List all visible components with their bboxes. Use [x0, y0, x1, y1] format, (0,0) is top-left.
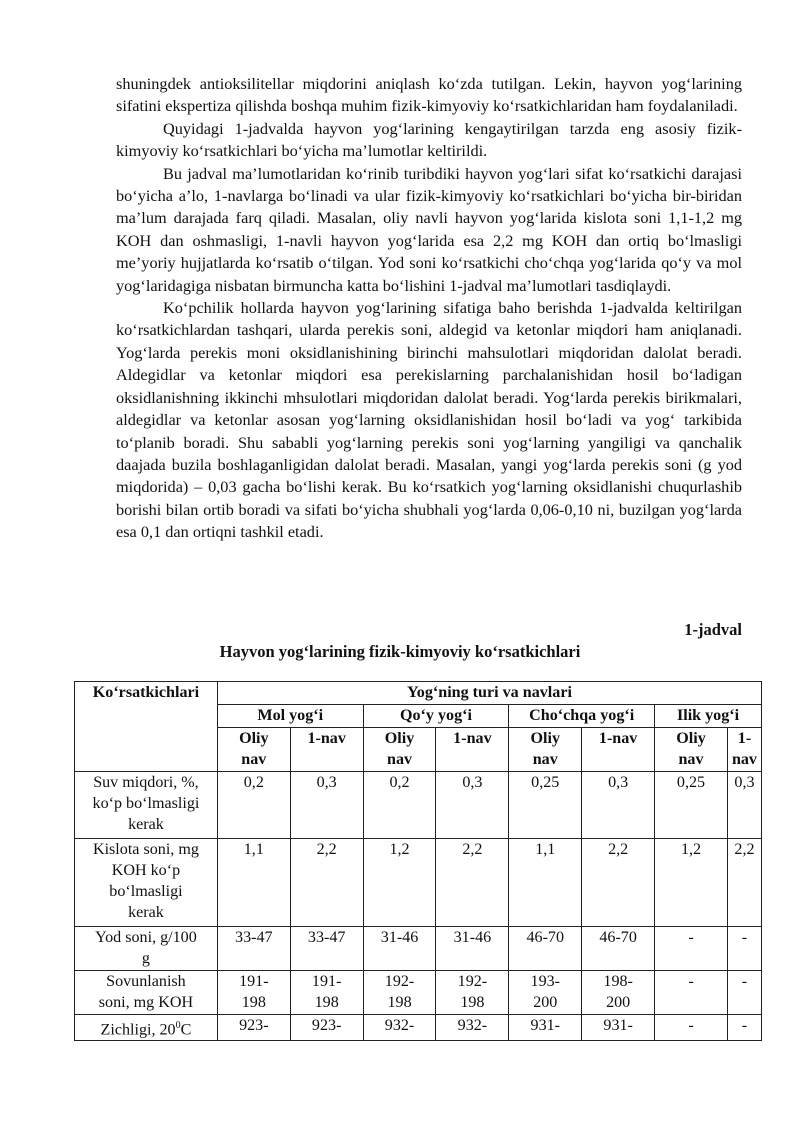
value-text: 191-: [239, 973, 269, 990]
value-text: 1,1: [535, 841, 556, 858]
value-cell: [290, 927, 363, 971]
value-text: 192-: [384, 973, 415, 990]
value-cell: [217, 772, 290, 839]
grade-header-top: [363, 728, 436, 772]
value-text: 198: [460, 994, 485, 1011]
value-text: 0,25: [531, 774, 560, 791]
label-line: ko‘p bo‘lmasligi: [92, 795, 200, 812]
value-text: 192-: [457, 973, 488, 990]
value-text: 923-: [311, 1017, 342, 1034]
paragraph-3: Bu jadval ma’lumotlaridan ko‘rinib turibdiki hayvon yog‘lari sifat ko‘rsatkichi darajasi bo‘yicha a’lo, 1-navlarga bo‘linadi va ular fizik-kimyoviy ko‘rsatkichlari bo‘yicha bir-biridan ma’lum darajada farq qiladi. Masalan, oliy navli hayvon yog‘larida kislota soni 1,1-1,2 mg KOH dan oshmasligi, 1-navli hayvon yog‘larida esa 2,2 mg KOH dan ortiq bo‘lmasligi me’yoriy hujjatlarda ko‘rsatib o‘tilgan. Yod soni ko‘rsatkichi cho‘chqa yog‘larida qo‘y va mol yog‘laridagiga nisbatan birmuncha katta bo‘lishini 1-jadval ma’lumotlari tasdiqlaydi.: [116, 163, 742, 295]
data-table: [74, 681, 762, 1041]
paragraph-4: Ko‘pchilik hollarda hayvon yog‘larining sifatiga baho berishda 1-jadvalda keltirilgan ko‘rsatkichlardan tashqari, ularda perekis soni, aldegid va ketonlar miqdori ham aniqlanadi. Yog‘larda perekis moni oksidlanishining birinchi mahsulotlari miqdoridan dalolat beradi. Aldegidlar va ketonlar miqdori esa perekislarning parchalanishidan hosil bo‘ladigan oksidlanishning ikkinchi mhsulotlari miqdoridan dalolat beradi. Yog‘larda perekis birikmalari, aldegidlar va ketonlar asosan yog‘larning oksidlanishidan hosil bo‘ladi va yog‘ tarkibida to‘planib boradi. Shu sababli yog‘larning perekis soni yog‘larning yangiligi va qanchalik daajada buzila boshlaganligidan dalolat beradi. Masalan, yangi yog‘larda perekis soni (g yod miqdorida) – 0,03 gacha bo‘lishi kerak. Bu ko‘rsatkich yog‘larning oksidlanishi chuqurlashib borishi bilan ortib boradi va sifati bo‘yicha shubhali yog‘larda 0,06-0,10 ni, buzilgan yog‘larda esa 0,1 dan ortiqni tashkil etadi.: [116, 298, 742, 542]
grade-word: nav: [532, 751, 558, 768]
value-text: -: [688, 929, 694, 946]
value-cell: [727, 927, 761, 971]
paragraph-1: shuningdek antioksilitellar miqdorini aniqlash ko‘zda tutilgan. Lekin, hayvon yog‘larining sifatini ekspertiza qilishda boshqa muhim fizik-kimyoviy ko‘rsatkichlaridan ham foydalaniladi.: [116, 74, 742, 116]
value-text: 0,2: [243, 774, 264, 791]
table-row: [75, 927, 762, 971]
label-line: Yod soni, g/100: [95, 929, 197, 946]
value-cell: [509, 1015, 582, 1041]
value-cell: [290, 971, 363, 1015]
value-cell: [509, 839, 582, 927]
paragraph-2: Quyidagi 1-jadvalda hayvon yog‘larining kengaytirilgan tarzda eng asosiy fizik-kimyoviy ko‘rsatkichlari bo‘yicha ma’lumotlar keltirildi.: [116, 118, 742, 161]
table-number: 1-jadval: [684, 620, 742, 639]
value-cell: [436, 1015, 509, 1041]
value-text: 46-70: [599, 929, 637, 946]
value-text: 1,1: [243, 841, 264, 858]
value-text: 1,2: [680, 841, 702, 858]
value-text: 31-46: [453, 929, 492, 946]
grade-header-top: [217, 728, 290, 772]
indicator-header: Ko‘rsatkichlari: [75, 682, 218, 772]
value-text: -: [688, 973, 694, 990]
value-text: -: [741, 973, 748, 990]
value-text: 0,3: [462, 774, 483, 791]
table-title: Hayvon yog‘larining fizik-kimyoviy ko‘rsatkichlari: [219, 642, 581, 661]
grade-word: 1-nav: [307, 730, 346, 747]
value-cell: [290, 772, 363, 839]
table-row: [75, 971, 762, 1015]
value-cell: [290, 1015, 363, 1041]
value-cell: [655, 1015, 728, 1041]
grade-word: nav: [387, 751, 413, 768]
grade-word: Oliy: [239, 730, 269, 747]
fat-type-header: Qo‘y yog‘i: [363, 705, 509, 728]
label-part: Zichligi, 20: [100, 1021, 176, 1039]
value-text: 2,2: [734, 841, 755, 858]
value-cell: [655, 971, 728, 1015]
value-text: -: [688, 1017, 694, 1034]
table-body: [75, 772, 762, 1041]
label-line: soni, mg KOH: [98, 994, 194, 1011]
value-text: 931-: [530, 1017, 561, 1034]
value-cell: [436, 839, 509, 927]
value-text: 0,3: [734, 774, 755, 791]
value-text: 0,2: [389, 774, 410, 791]
value-text: -: [741, 1017, 748, 1034]
grade-header-top: [509, 728, 582, 772]
value-cell: [655, 839, 728, 927]
value-cell: [509, 927, 582, 971]
value-cell: [582, 839, 655, 927]
value-text: 2,2: [462, 841, 483, 858]
grade-header-first: [582, 728, 655, 772]
value-text: 33-47: [235, 929, 273, 946]
label-line: kerak: [128, 816, 164, 833]
value-text: 200: [606, 994, 631, 1011]
value-text: 932-: [384, 1017, 415, 1034]
value-text: 198: [387, 994, 412, 1011]
fat-type-header: Mol yog‘i: [217, 705, 363, 728]
value-cell: [436, 971, 509, 1015]
label-line: Kislota soni, mg: [92, 841, 199, 858]
grade-word: nav: [731, 751, 757, 768]
grade-word: 1-: [737, 730, 752, 747]
value-cell: [582, 971, 655, 1015]
grade-header-first: [290, 728, 363, 772]
value-cell: [582, 772, 655, 839]
grade-word: nav: [241, 751, 267, 768]
value-text: 198: [314, 994, 339, 1011]
value-text: 191-: [311, 973, 342, 990]
row-label: [75, 772, 218, 839]
value-cell: [582, 1015, 655, 1041]
value-cell: [290, 839, 363, 927]
grade-word: 1-nav: [453, 730, 492, 747]
value-cell: [727, 971, 761, 1015]
row-label: [75, 839, 218, 927]
label-line: Suv miqdori, %,: [93, 774, 199, 791]
table-row: [75, 1015, 762, 1041]
grade-word: 1-nav: [598, 730, 638, 747]
value-cell: [582, 927, 655, 971]
value-text: 0,3: [316, 774, 337, 791]
value-cell: [217, 1015, 290, 1041]
value-text: 200: [533, 994, 558, 1011]
grade-word: Oliy: [384, 730, 415, 747]
value-cell: [436, 927, 509, 971]
value-text: 932-: [457, 1017, 488, 1034]
value-cell: [363, 839, 436, 927]
row-label: [75, 927, 218, 971]
grade-header-top: [655, 728, 728, 772]
value-text: 923-: [239, 1017, 269, 1034]
value-text: 31-46: [380, 929, 419, 946]
label-line: KOH ko‘p: [111, 862, 181, 879]
value-cell: [217, 839, 290, 927]
grade-word: Oliy: [530, 730, 561, 747]
body-text: [116, 73, 742, 544]
value-cell: [363, 1015, 436, 1041]
value-cell: [217, 927, 290, 971]
value-text: 1,2: [389, 841, 410, 858]
value-text: -: [741, 929, 748, 946]
value-cell: [436, 772, 509, 839]
grade-header-first: [436, 728, 509, 772]
grade-word: nav: [678, 751, 704, 768]
row-label: [75, 971, 218, 1015]
value-text: 33-47: [307, 929, 346, 946]
label-line: g: [141, 950, 150, 967]
value-text: 0,3: [608, 774, 629, 791]
value-cell: [363, 927, 436, 971]
value-text: 2,2: [608, 841, 629, 858]
value-text: 2,2: [316, 841, 337, 858]
value-cell: [655, 927, 728, 971]
label-line: Sovunlanish: [106, 973, 186, 990]
value-cell: [727, 839, 761, 927]
value-text: 193-: [530, 973, 561, 990]
fat-type-header: Cho‘chqa yog‘i: [509, 705, 655, 728]
label-line: kerak: [128, 904, 164, 921]
table-row: [75, 839, 762, 927]
value-text: 198: [241, 994, 266, 1011]
value-cell: [509, 772, 582, 839]
value-text: 931-: [603, 1017, 633, 1034]
value-cell: [655, 772, 728, 839]
value-cell: [217, 971, 290, 1015]
grade-header-first: [727, 728, 761, 772]
value-text: 46-70: [526, 929, 565, 946]
value-cell: [363, 971, 436, 1015]
fat-type-header: Ilik yog‘i: [655, 705, 762, 728]
value-cell: [727, 772, 761, 839]
label-part: C: [180, 1021, 192, 1039]
table-row: [75, 772, 762, 839]
grade-word: Oliy: [676, 730, 706, 747]
value-cell: [727, 1015, 761, 1041]
row-label: [75, 1015, 218, 1041]
value-cell: [509, 971, 582, 1015]
value-cell: [363, 772, 436, 839]
value-text: 198-: [603, 973, 633, 990]
value-text: 0,25: [676, 774, 706, 791]
group-header: Yog‘ning turi va navlari: [217, 682, 761, 705]
label-part: 0: [175, 1020, 181, 1031]
label-line: bo‘lmasligi: [109, 883, 183, 900]
